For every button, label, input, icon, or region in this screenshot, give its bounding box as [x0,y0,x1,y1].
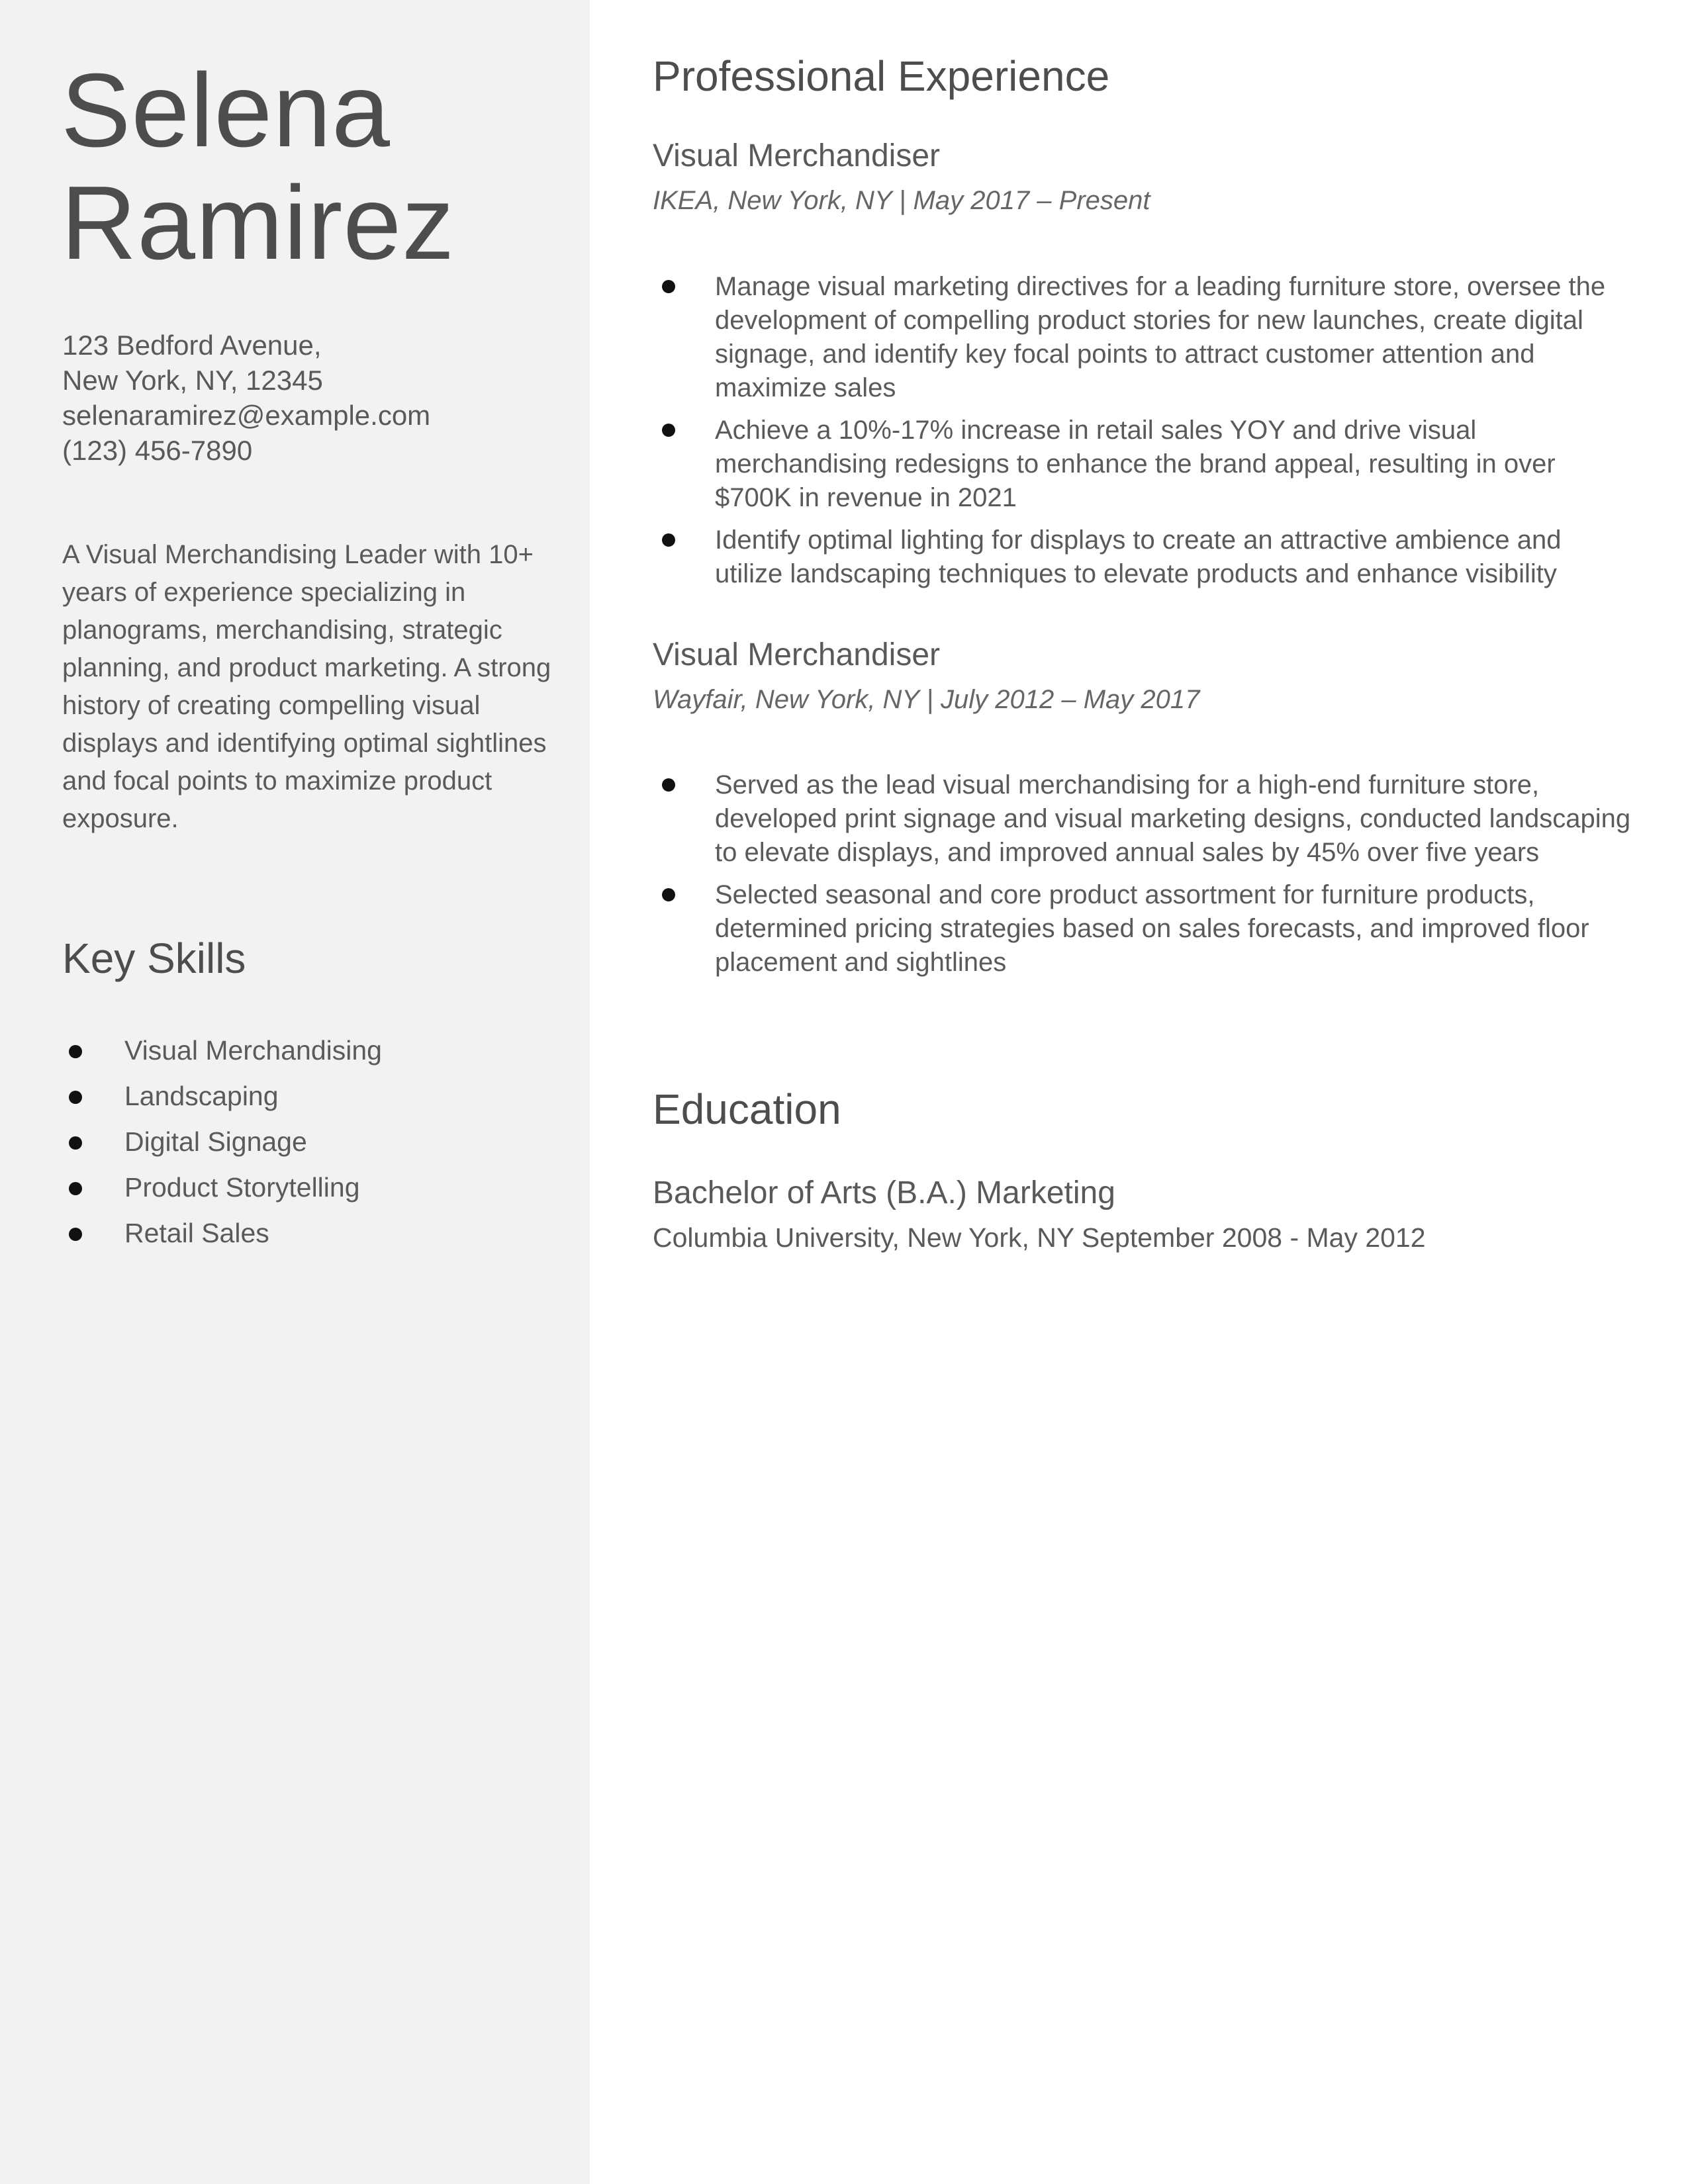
job-bullet [653,270,1632,405]
skills-heading: Key Skills [62,934,246,982]
candidate-name [61,54,455,279]
experience-heading: Professional Experience [653,52,1110,100]
bullet-icon [662,280,675,293]
professional-summary: A Visual Merchandising Leader with 10+ years of experience specializing in planograms, merchandising, strategic planning, and product marketing. A strong history of creating compelling visual displays and identifying optimal sightlines and focal points to maximize product exposure. [62,540,551,833]
main-content [653,0,1646,2184]
bullet-icon [69,1045,82,1058]
job-bullet-text: Identify optimal lighting for displays to create an attractive ambience and utilize landscaping techniques to elevate products and enhance visibility [715,525,1562,588]
skill-label: Landscaping [124,1081,279,1111]
bullet-icon [69,1091,82,1104]
job-bullet [653,523,1632,591]
address-line-2: New York, NY, 12345 [62,365,323,396]
address-line-1: 123 Bedford Avenue, [62,330,322,361]
contact-info [62,328,430,468]
bullet-icon [662,888,675,901]
job-bullet-text: Manage visual marketing directives for a leading furniture store, oversee the development of compelling product stories for new launches, create digital signage, and identify key focal points to attract customer attention and maximize sales [715,272,1606,402]
job-bullet [653,414,1632,515]
job-bullet-text: Achieve a 10%-17% increase in retail sales YOY and drive visual merchandising redesigns to enhance the brand appeal, resulting in over $700K in revenue in 2021 [715,416,1556,512]
skill-item [62,1210,382,1256]
bullet-icon [69,1136,82,1150]
job-bullets [653,270,1632,600]
job-bullet-text: Selected seasonal and core product assortment for furniture products, determined pricing strategies based on sales forecasts, and improved floor placement and sightlines [715,880,1589,977]
job-bullet [653,878,1632,979]
job-meta: IKEA, New York, NY | May 2017 – Present [653,186,1150,215]
job-title: Visual Merchandiser [653,637,940,672]
skill-label: Product Storytelling [124,1172,360,1203]
bullet-icon [662,778,675,792]
email: selenaramirez@example.com [62,400,431,431]
job-title: Visual Merchandiser [653,138,940,173]
skill-label: Visual Merchandising [124,1035,382,1066]
skill-item [62,1073,382,1119]
job-bullet [653,768,1632,870]
skill-item [62,1028,382,1073]
job-meta: Wayfair, New York, NY | July 2012 – May 2017 [653,685,1200,714]
sidebar [0,0,590,2184]
skill-label: Digital Signage [124,1126,307,1157]
job-bullets [653,768,1632,988]
bullet-icon [662,533,675,547]
bullet-icon [662,424,675,437]
skills-list [62,1028,382,1256]
education-degree: Bachelor of Arts (B.A.) Marketing [653,1175,1115,1210]
education-heading: Education [653,1085,841,1133]
skill-label: Retail Sales [124,1218,269,1248]
skill-item [62,1119,382,1165]
phone: (123) 456-7890 [62,435,253,466]
last-name: Ramirez [61,165,455,281]
first-name: Selena [61,52,391,169]
bullet-icon [69,1182,82,1195]
bullet-icon [69,1228,82,1241]
job-bullet-text: Served as the lead visual merchandising for a high-end furniture store, developed print signage and visual marketing designs, conducted landscaping to elevate displays, and improved annual sales by 45% over five years [715,770,1631,867]
education-meta: Columbia University, New York, NY September 2008 - May 2012 [653,1222,1426,1253]
skill-item [62,1165,382,1210]
